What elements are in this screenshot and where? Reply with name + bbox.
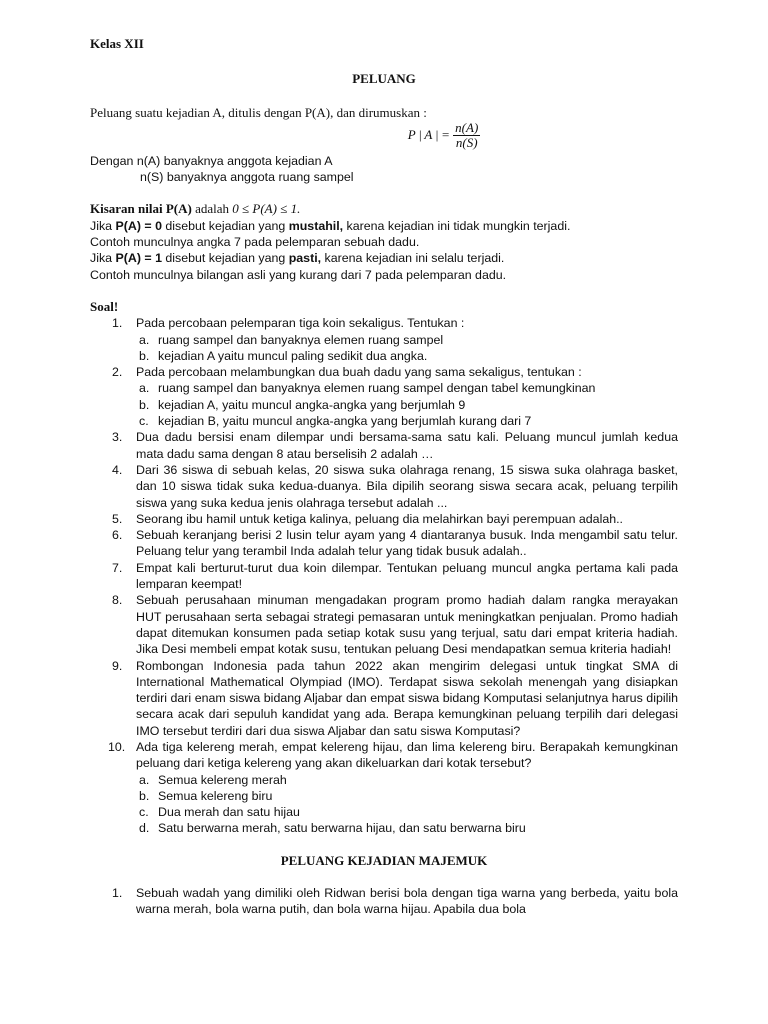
probability-formula [210,121,678,153]
item-text: Pada percobaan melambungkan dua buah dadu yang sama sekaligus, tentukan : [136,365,582,380]
list-item [90,315,678,364]
list-item [90,592,678,657]
item-number: 5. [112,511,123,526]
list-item [90,885,678,918]
item-number: 6. [112,528,123,543]
item-number: 3. [112,430,123,445]
item-number: 10. [108,739,126,754]
list-item [90,462,678,511]
sub-item [136,772,678,788]
document-page [90,36,678,918]
soal-list [90,315,678,837]
sub-item-text: kejadian B, yaitu muncul angka-angka yang berjumlah kurang dari 7 [158,414,532,429]
formula-numerator: n(A) [455,119,479,135]
rule-certain: Jika P(A) = 1 disebut kejadian yang pasti, karena kejadian ini selalu terjadi. [90,251,505,266]
item-text: Sebuah wadah yang dimiliki oleh Ridwan berisi bola dengan tiga warna yang berbeda, yaitu bola warna merah, bola warna putih, dan bola warna hijau. Apabila dua bola [136,886,678,917]
list-item [90,560,678,593]
sub-item [136,332,678,348]
list-item [90,739,678,837]
item-text: Empat kali berturut-turut dua koin dilempar. Tentukan peluang muncul angka pertama kali pada lemparan keempat! [136,560,678,592]
sub-item [136,413,678,429]
sub-item-letter: a. [139,772,150,787]
soal-heading: Soal! [90,298,119,314]
sub-item [136,397,678,413]
sub-item-letter: a. [139,381,150,396]
majemuk-list [90,885,678,918]
item-text: Ada tiga kelereng merah, empat kelereng hijau, dan lima kelereng biru. Berapakah kemungkinan peluang dari ketiga kelereng yang akan dikeluarkan dari kotak tersebut? [136,739,678,771]
sub-list [136,332,678,365]
sub-item-text: ruang sampel dan banyaknya elemen ruang sampel [158,332,444,347]
sub-item-text: kejadian A yaitu muncul paling sedikit dua angka. [158,348,428,363]
item-number: 2. [112,365,123,380]
list-item [90,527,678,560]
item-text: Dua dadu bersisi enam dilempar undi bersama-sama satu kali. Peluang muncul jumlah kedua mata dadu sama dengan 8 atau berselisih 2 adalah … [136,430,678,461]
sub-item-text: ruang sampel dan banyaknya elemen ruang sampel dengan tabel kemungkinan [158,381,596,396]
list-item [90,511,678,527]
sub-item-letter: b. [139,788,150,803]
intro-text: Peluang suatu kejadian A, ditulis dengan P(A), dan dirumuskan : [90,104,427,120]
range-expression: 0 ≤ P(A) ≤ 1. [232,201,301,217]
item-text: Sebuah perusahaan minuman mengadakan program promo hadiah dalam rangka merayakan HUT perusahaan serta sebagai strategi pemasaran untuk meningkatkan penjualan. Promo hadiah dapat ditemukan konsumen pada setiap kotak susu yang terjual, satu dari empat kriteria hadiah. Jika Desi membeli empat kotak susu, tentukan peluang Desi mendapatkan semua kriteria hadiah! [136,593,678,657]
sub-item-letter: c. [139,805,149,820]
item-number: 7. [112,560,123,575]
sub-item-letter: b. [139,348,150,363]
item-text: Rombongan Indonesia pada tahun 2022 akan mengirim delegasi untuk tingkat SMA di International Mathematical Olympiad (IMO). Terdapat siswa sekolah menengah yang disiapkan terdiri dari enam siswa bidang Aljabar dan empat siswa bidang Komputasi selanjutnya harus dipilih secara acak dari sepuluh kandidat yang ada. Berapa kemungkinan peluang terpilih dari delegasi IMO tersebut terdiri dari dua siswa Aljabar dan satu siswa Komputasi? [136,658,678,738]
sub-item [136,820,678,836]
item-text: Seorang ibu hamil untuk ketiga kalinya, peluang dia melahirkan bayi perempuan adalah.. [136,511,623,526]
item-number: 4. [112,462,123,477]
sub-item-letter: d. [139,821,150,836]
sub-item [136,804,678,820]
list-item [90,364,678,429]
item-text: Dari 36 siswa di sebuah kelas, 20 siswa suka olahraga renang, 15 siswa suka olahraga basket, dan 10 siswa tidak suka kedua-duanya. Bila dipilih seorang siswa secara acak, peluang terpilih siswa yang suka kedua jenis olahraga tersebut adalah ... [136,462,678,510]
sub-item [136,380,678,396]
sub-item-text: Dua merah dan satu hijau [158,805,300,820]
list-item [90,658,678,739]
sub-item [136,348,678,364]
item-number: 1. [112,316,123,331]
sub-item-text: Semua kelereng biru [158,788,273,803]
range-label: Kisaran nilai P(A) [90,201,192,217]
sub-item-letter: b. [139,397,150,412]
formula-fraction [453,121,480,150]
sub-item-letter: c. [139,414,149,429]
item-number: 9. [112,658,123,673]
list-item [90,429,678,462]
sub-item-text: Semua kelereng merah [158,772,287,787]
definition-line-2: n(S) banyaknya anggota ruang sampel [140,170,354,185]
sub-item-text: Satu berwarna merah, satu berwarna hijau, dan satu berwarna biru [158,821,526,836]
item-number: 8. [112,593,123,608]
sub-list [136,772,678,837]
rule-impossible: Jika P(A) = 0 disebut kejadian yang mustahil, karena kejadian ini tidak mungkin terjadi. [90,218,571,233]
formula-denominator: n(S) [455,134,478,150]
sub-item-text: kejadian A, yaitu muncul angka-angka yang berjumlah 9 [158,397,466,412]
formula-lhs: P | A | = [407,127,450,143]
rule-impossible-example: Contoh munculnya angka 7 pada pelemparan sebuah dadu. [90,235,420,250]
definition-line-1: Dengan n(A) banyaknya anggota kejadian A [90,153,333,168]
sub-list [136,380,678,429]
sub-item-letter: a. [139,332,150,347]
page-title: PELUANG [352,71,416,87]
item-text: Sebuah keranjang berisi 2 lusin telur ayam yang 4 diantaranya busuk. Inda mengambil satu telur. Peluang telur yang terambil Inda adalah telur yang tidak busuk adalah.. [136,528,678,559]
item-number: 1. [112,886,123,901]
item-text: Pada percobaan pelemparan tiga koin sekaligus. Tentukan : [136,316,465,331]
range-line: Kisaran nilai P(A) adalah 0 ≤ P(A) ≤ 1. [90,201,301,217]
class-label: Kelas XII [90,36,144,51]
rule-certain-example: Contoh munculnya bilangan asli yang kurang dari 7 pada pelemparan dadu. [90,267,507,282]
section-title-majemuk: PELUANG KEJADIAN MAJEMUK [280,852,488,868]
sub-item [136,788,678,804]
